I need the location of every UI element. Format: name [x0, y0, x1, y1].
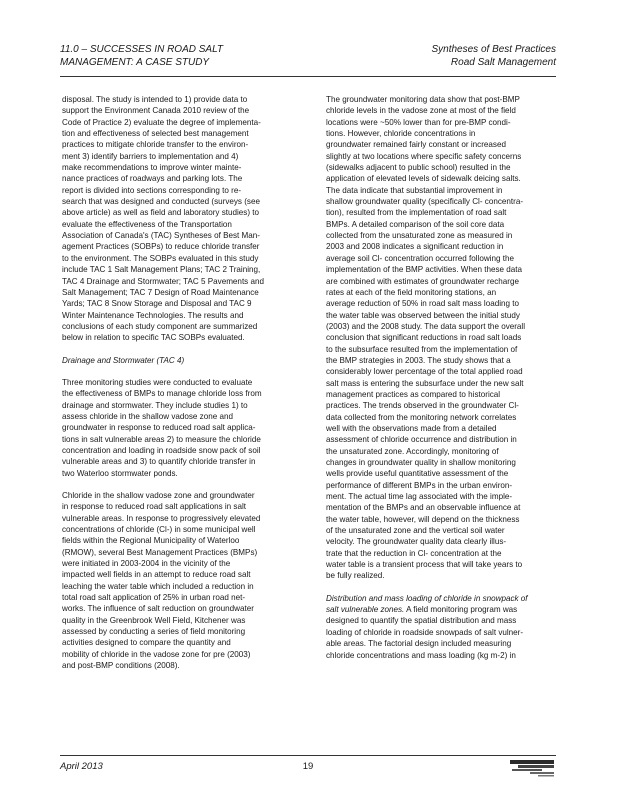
tac-atc-logo: [508, 758, 556, 778]
text-line: data collected from the monitoring network correlates: [326, 412, 517, 422]
text-line: (2003) and the 2008 study. The data support the overall: [326, 321, 526, 331]
text-line: assessed by conducting a series of field monitoring: [62, 627, 246, 637]
monitoring-studies-paragraph: [62, 377, 294, 479]
text-line: tion and effectiveness of selected best management: [62, 129, 249, 139]
text-line: ment 3) identify barriers to implementation and 4): [62, 151, 239, 161]
right-column: [326, 94, 558, 672]
text-line: Code of Practice 2) evaluate the degree of implementa-: [62, 117, 261, 127]
text-line: two Waterloo stormwater ponds.: [62, 468, 178, 478]
text-line: concentrations of chloride (Cl-) in some municipal well: [62, 525, 256, 535]
text-line: leaching the water table which included a reduction in: [62, 581, 254, 591]
text-line: collected from the unsaturated zone as measured in: [326, 231, 513, 241]
text-line: Chloride in the shallow vadose zone and groundwater: [62, 491, 255, 500]
header-chapter-line-1: 11.0 – SUCCESSES IN ROAD SALT: [60, 44, 224, 55]
text-line: concentration and loading in roadside snow pack of soil: [62, 445, 261, 455]
text-line: rates at each of the field monitoring stations, an: [326, 287, 497, 297]
text-line: velocity. The groundwater quality data clearly illus-: [326, 537, 507, 547]
text-line: (RMOW), several Best Management Practices (BMPs): [62, 547, 258, 557]
text-line: The groundwater monitoring data show that post-BMP: [326, 95, 520, 104]
text-line: report is divided into sections corresponding to re-: [62, 185, 242, 195]
text-line: management practices as compared to historical: [326, 389, 501, 399]
text-line: the water table was observed between the initial study: [326, 310, 520, 320]
text-line: conclusion that significant reductions in road salt loads: [326, 333, 522, 343]
text-line: activities designed to compare the quantity and: [62, 638, 231, 648]
vadose-zone-paragraph: [62, 490, 294, 672]
section-heading: Drainage and Stormwater (TAC 4): [62, 355, 185, 365]
page-header: [60, 44, 556, 78]
text-line: groundwater remained fairly constant or increased: [326, 140, 506, 150]
text-line: tions in salt vulnerable areas 2) to measure the chloride: [62, 434, 261, 444]
text-line: Association of Canada's (TAC) Syntheses of Best Man-: [62, 231, 260, 241]
snowpack-lead-line: salt vulnerable zones.: [326, 605, 405, 615]
text-line: application of elevated levels of sidewalk deicing salts.: [326, 174, 521, 184]
text-line: average reduction of 50% in road salt mass loading to: [326, 299, 520, 309]
text-line: wells provide useful quantitative assessment of the: [326, 469, 509, 479]
text-line: [326, 604, 558, 615]
text-line: of the unsaturated zone and the vertical soil water: [326, 526, 505, 536]
text-line: groundwater in response to reduced road salt applica-: [62, 423, 256, 433]
text-line: chloride levels in the vadose zone at most of the field: [326, 106, 516, 116]
text-line: include TAC 1 Salt Management Plans; TAC 2 Training,: [62, 265, 261, 275]
publication-date: April 2013: [60, 761, 103, 772]
text-line: loading of chloride in roadside snowpads of salt vulner-: [326, 627, 524, 637]
text-line: Winter Maintenance Technologies. The results and: [62, 310, 244, 320]
snowpack-paragraph: [326, 593, 558, 661]
header-document-title: [431, 44, 556, 69]
text-line: practices to mitigate chloride transfer to the environ-: [62, 140, 249, 150]
text-line: Three monitoring studies were conducted to evaluate: [62, 377, 253, 387]
text-line: able areas. The factorial design included measuring: [326, 639, 512, 649]
text-line: ment. The actual time lag associated with the imple-: [326, 492, 513, 502]
text-line: the water table, however, will depend on the thickness: [326, 514, 520, 524]
text-line: in response to reduced road salt applications in salt: [62, 502, 247, 512]
header-title-line-2: Road Salt Management: [450, 56, 556, 68]
text-line: 2003 and 2008 indicates a significant reduction in: [326, 242, 504, 252]
groundwater-results-paragraph: [326, 94, 558, 582]
text-line: (sidewalks adjacent to public school) resulted in the: [326, 163, 511, 173]
text-line: locations were ~50% lower than for pre-BMP condi-: [326, 117, 511, 127]
text-line: assess chloride in the shallow vadose zone and: [62, 411, 233, 421]
text-line: performance of different BMPs in the urban environ-: [326, 480, 513, 490]
text-line: agement Practices (SOBPs) to reduce chloride transfer: [62, 242, 260, 252]
text-line: tions. However, chloride concentrations in: [326, 129, 476, 139]
text-line: vulnerable areas. In response to progressively elevated: [62, 513, 261, 523]
header-title-line-1: Syntheses of Best Practices: [431, 44, 556, 55]
text-line: The data indicate that substantial improvement in: [326, 185, 503, 195]
text-line: slightly at two locations where specific safety concerns: [326, 151, 522, 161]
text-line: shallow groundwater quality (specifically Cl- concentra-: [326, 197, 524, 207]
intro-paragraph: [62, 94, 294, 344]
text-line: average soil Cl- concentration occurred following the: [326, 253, 515, 263]
text-line: total road salt application of 25% in urban road net-: [62, 593, 246, 603]
text-line: are combined with estimates of groundwater recharge: [326, 276, 520, 286]
text-line: practices. The trends observed in the groundwater Cl-: [326, 401, 519, 411]
page-footer: [60, 758, 556, 778]
text-line: considerably lower percentage of the total applied road: [326, 367, 523, 377]
text-line: to the environment. The SOBPs evaluated in this study: [62, 253, 259, 263]
header-chapter-line-2: MANAGEMENT: A CASE STUDY: [60, 56, 210, 68]
header-chapter-title: [60, 44, 223, 69]
text-line: BMPs. A detailed comparison of the soil core data: [326, 219, 505, 229]
text-line: trate that the reduction in Cl- concentration at the: [326, 548, 502, 558]
text-line: water table is a transient process that will take years to: [326, 560, 523, 570]
text-fragment: A field monitoring program was: [404, 605, 518, 615]
text-line: were initiated in 2003-2004 in the vicinity of the: [62, 559, 231, 569]
text-line: changes in groundwater quality in shallow monitoring: [326, 458, 516, 467]
text-line: assessment of chloride occurrence and distribution in: [326, 435, 517, 445]
text-line: impacted well fields in an attempt to reduce road salt: [62, 570, 251, 580]
left-column: [62, 94, 294, 683]
text-line: conclusions of each study component are summarized: [62, 321, 258, 331]
text-line: to the subsurface resulted from the implementation of: [326, 344, 518, 354]
text-line: below in relation to specific TAC SOBPs evaluated.: [62, 333, 245, 343]
text-line: evaluate the effectiveness of the Transportation: [62, 219, 232, 229]
text-line: above article) as well as field and laboratory studies) to: [62, 208, 260, 218]
text-line: Salt Management; TAC 7 Design of Road Maintenance: [62, 287, 259, 297]
text-line: search that was designed and conducted (surveys (see: [62, 197, 260, 207]
page-number: 19: [302, 761, 314, 772]
text-line: vulnerable areas and 3) to quantify chloride transfer in: [62, 457, 256, 467]
text-line: fields within the Regional Municipality of Waterloo: [62, 536, 240, 546]
text-line: make recommendations to improve winter mainte-: [62, 163, 242, 173]
text-line: salt mass is entering the subsurface under the new salt: [326, 378, 524, 388]
text-line: well with the observations made from a detailed: [326, 423, 497, 433]
text-line: tion), resulted from the implementation of road salt: [326, 208, 507, 218]
text-line: the BMP strategies in 2003. The study shows that a: [326, 355, 511, 365]
footer-divider: [60, 755, 556, 756]
text-line: quality in the Greenbrook Well Field, Kitchener was: [62, 615, 246, 625]
header-divider: [60, 76, 556, 77]
text-line: disposal. The study is intended to 1) provide data to: [62, 95, 248, 104]
text-line: designed to quantify the spatial distribution and mass: [326, 616, 517, 626]
text-line: mentation of the BMPs and an observable influence at: [326, 503, 521, 513]
text-line: TAC 4 Drainage and Stormwater; TAC 5 Pavements and: [62, 276, 264, 286]
text-line: Yards; TAC 8 Snow Storage and Disposal and TAC 9: [62, 299, 252, 309]
text-line: mobility of chloride in the vadose zone for pre (2003): [62, 649, 251, 659]
text-line: be fully realized.: [326, 571, 385, 581]
snowpack-lead-line: Distribution and mass loading of chloride in snowpack of: [326, 593, 528, 603]
text-line: chloride concentrations and mass loading (kg m-2) in: [326, 650, 516, 660]
text-line: implementation of the BMP activities. When these data: [326, 265, 523, 275]
text-line: the effectiveness of BMPs to manage chloride loss from: [62, 389, 262, 399]
text-line: the unsaturated zone. Accordingly, monitoring of: [326, 446, 499, 456]
text-line: and post-BMP conditions (2008).: [62, 661, 180, 671]
text-line: drainage and stormwater. They include studies 1) to: [62, 400, 248, 410]
text-line: nance practices of roadways and parking lots. The: [62, 174, 243, 184]
text-line: support the Environment Canada 2010 review of the: [62, 106, 250, 116]
text-line: works. The influence of salt reduction on groundwater: [62, 604, 254, 614]
